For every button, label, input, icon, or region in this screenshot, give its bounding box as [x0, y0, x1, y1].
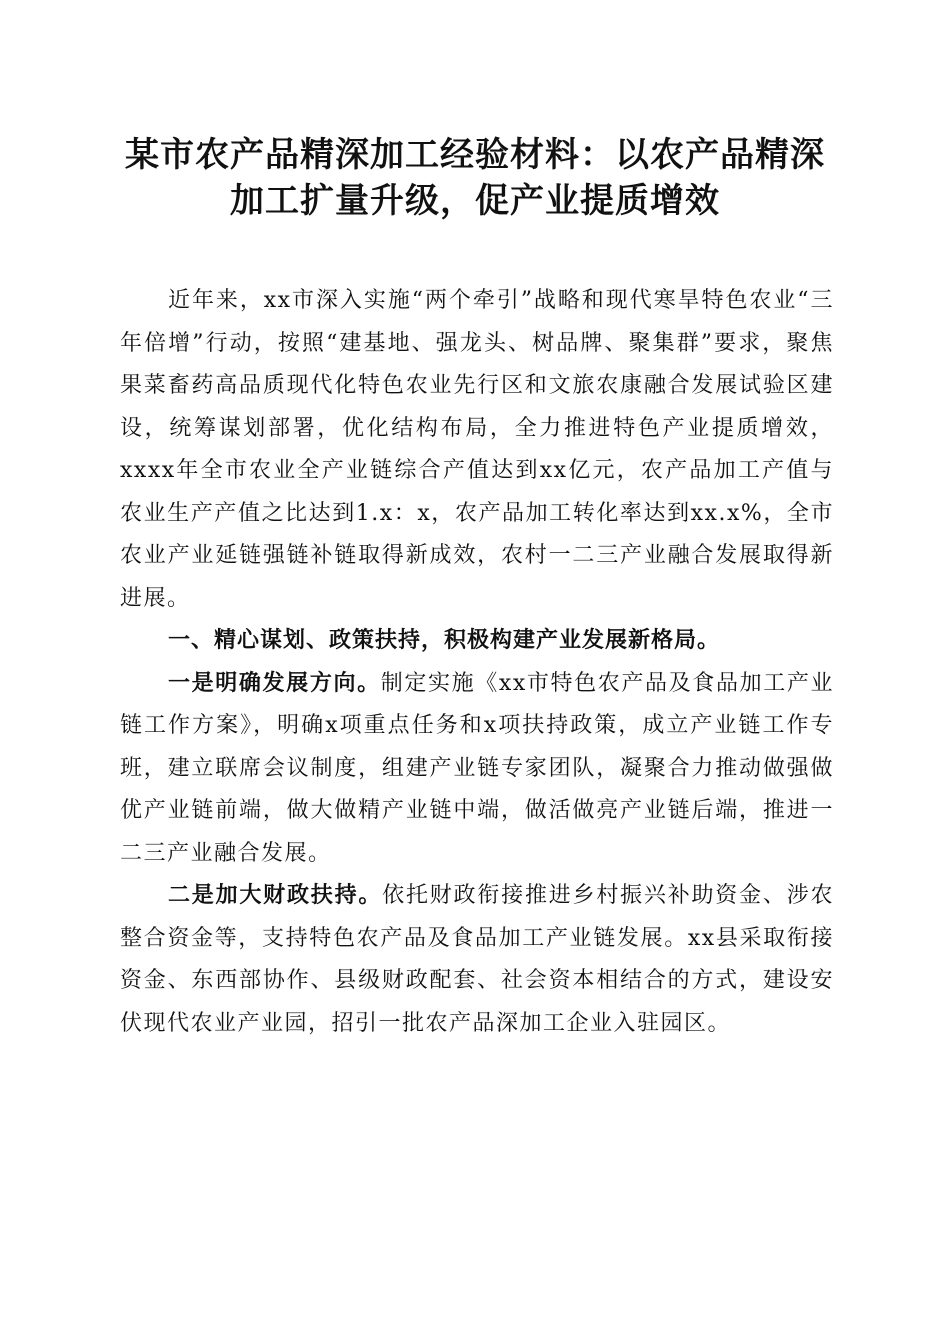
item-1-paragraph: [120, 663, 834, 876]
intro-paragraph: 近年来，xx市深入实施“两个牵引”战略和现代寒旱特色农业“三年倍增”行动，按照“建基地、强龙头、树品牌、聚集群”要求，聚焦果菜畜药高品质现代化特色农业先行区和文旅农康融合发展试验区建设，统筹谋划部署，优化结构布局，全力推进特色产业提质增效，xxxx年全市农业全产业链综合产值达到xx亿元，农产品加工产值与农业生产产值之比达到1.x：x，农产品加工转化率达到xx.x%，全市农业产业延链强链补链取得新成效，农村一二三产业融合发展取得新进展。: [120, 288, 834, 611]
item-1-text: 制定实施《xx市特色农产品及食品加工产业链工作方案》，明确x项重点任务和x项扶持政策，成立产业链工作专班，建立联席会议制度，组建产业链专家团队，凝聚合力推动做强做优产业链前端，做大做精产业链中端，做活做亮产业链后端，推进一二三产业融合发展。: [120, 670, 834, 866]
title-line-2: 加工扩量升级，促产业提质增效: [230, 181, 720, 221]
document-title: [100, 132, 850, 224]
section-1-heading: 一、精心谋划、政策扶持，积极构建产业发展新格局。: [168, 628, 721, 653]
item-2-text: 依托财政衔接推进乡村振兴补助资金、涉农整合资金等，支持特色农产品及食品加工产业链发展。xx县采取衔接资金、东西部协作、县级财政配套、社会资本相结合的方式，建设安伏现代农业产业园，招引一批农产品深加工企业入驻园区。: [120, 883, 834, 1036]
item-2-paragraph: [120, 875, 834, 1045]
title-line-1: 某市农产品精深加工经验材料：以农产品精深: [125, 135, 825, 175]
item-1-lead: 一是明确发展方向。: [168, 670, 381, 696]
item-2-lead: 二是加大财政扶持。: [168, 883, 383, 908]
document-body: [120, 280, 834, 1045]
